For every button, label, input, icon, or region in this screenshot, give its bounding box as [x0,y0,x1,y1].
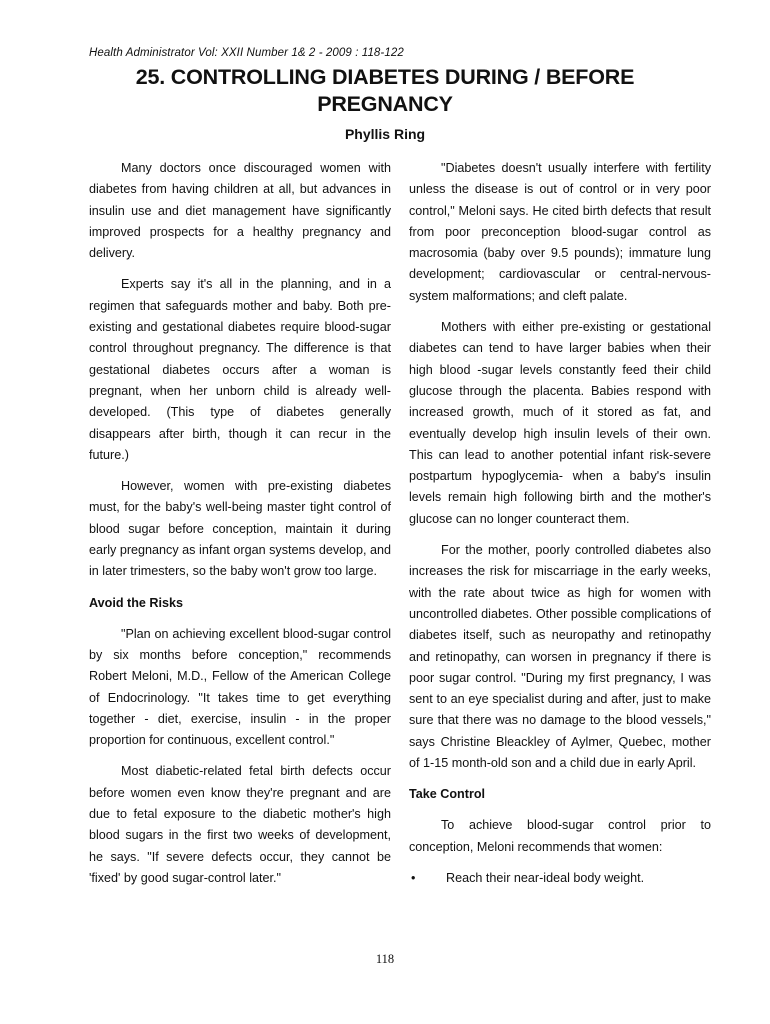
paragraph: Most diabetic-related fetal birth defects occur before women even know they're pregnant and are due to fetal exposure to the diabetic mother's high blood sugars in the first two weeks of development, he says. "If severe defects occur, they cannot be 'fixed' by good sugar-control later." [89,764,391,885]
title-line-2: PREGNANCY [317,92,453,116]
list-item [409,868,711,889]
journal-citation: Health Administrator Vol: XXII Number 1& 2 - 2009 : 118-122 [89,47,404,59]
section-heading-avoid-risks: Avoid the Risks [89,595,184,610]
author-name: Phyllis Ring [344,126,426,142]
page-number: 118 [375,952,395,966]
paragraph: Mothers with either pre-existing or gestational diabetes can tend to have larger babies when their high blood -sugar levels constantly feed their child glucose through the placenta. Babies respond with increased growth, much of it stored as fat, and eventually develop high insulin levels of their own. This can lead to another potential infant risk-severe postpartum hypoglycemia- when a baby's insulin levels remain high following birth and the mother's glucose can no longer counteract them. [409,320,711,526]
section-heading-take-control: Take Control [409,787,486,802]
paragraph: "Diabetes doesn't usually interfere with fertility unless the disease is out of control or in very poor control," Meloni says. He cited birth defects that result from poor preconception blood-sugar control as macrosomia (baby over 9.5 pounds); immature lung development; cardiovascular or central-nervous-system malformations; and cleft palate. [409,161,711,303]
list-item-text: Reach their near-ideal body weight. [446,870,645,885]
paragraph: Many doctors once discouraged women with diabetes from having children at all, but advances in insulin use and diet management have significantly improved prospects for a healthy pregnancy and delivery. [89,161,391,261]
title-line-1: 25. CONTROLLING DIABETES DURING / BEFORE [135,65,635,89]
paragraph: To achieve blood-sugar control prior to conception, Meloni recommends that women: [409,818,711,854]
paragraph: For the mother, poorly controlled diabetes also increases the risk for miscarriage in the early weeks, with the rate about twice as high for women with uncontrolled diabetes. Other possible complications of diabetes itself, such as neuropathy and retinopathy and retinopathy, can worsen in pregnancy if there is poor sugar control. "During my first pregnancy, I was sent to an eye specialist during and after, just to make sure that there was no damage to the blood vessels," says Christine Bleackley of Aylmer, Quebec, mother of 1-15 month-old son and a child due in early April. [409,543,711,771]
bullet-icon: • [411,870,416,885]
article-title [0,64,770,118]
left-column [89,158,391,899]
paragraph: "Plan on achieving excellent blood-sugar control by six months before conception," recommends Robert Meloni, M.D., Fellow of the American College of Endocrinology. "It takes time to get everything together - diet, exercise, insulin - in the proper proportion for continuous, excellent control." [89,626,391,748]
paragraph: However, women with pre-existing diabetes must, for the baby's well-being master tight control of blood sugar before conception, maintain it during early pregnancy as infant organ systems develop, and in later trimesters, so the baby won't grow too large. [89,479,391,579]
right-column [409,158,711,889]
paragraph: Experts say it's all in the planning, and in a regimen that safeguards mother and baby. Both pre-existing and gestational diabetes require blood-sugar control throughout pregnancy. The difference is that gestational diabetes occurs after a woman is pregnant, when her unborn child is already well-developed. (This type of diabetes generally disappears after birth, though it can recur in the future.) [89,277,391,462]
